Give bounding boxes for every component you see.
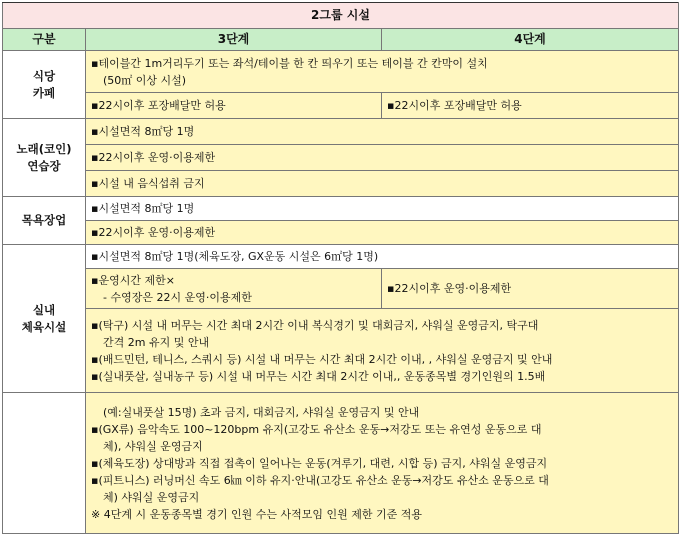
category-label: 실내: [32, 302, 56, 317]
category-label: 카페: [32, 85, 56, 100]
category-restaurant-cafe: [3, 51, 86, 119]
rule-text: 체) 샤워실 운영금지: [103, 490, 200, 504]
rule-text: 간격 2m 유지 및 안내: [103, 335, 210, 349]
rule-text: ▪(GX류) 음악속도 100~120bpm 유지(고강도 유산소 운동→저강도 또는 유연성 운동으로 대: [91, 422, 542, 436]
rule-text: (예:실내풋살 15명) 초과 금지, 대회금지, 샤워실 운영금지 및 안내: [103, 405, 420, 419]
rule-cell: [86, 393, 679, 534]
rule-cell: ▪시설 내 음식섭취 금지: [86, 171, 679, 197]
rule-text: ▪(탁구) 시설 내 머무는 시간 최대 2시간 이내 복식경기 및 대회금지, 샤워실 운영금지, 탁구대: [91, 318, 539, 332]
header-stage-3: 3단계: [86, 29, 382, 51]
rule-cell-stage-3: [86, 269, 382, 309]
rule-cell: ▪시설면적 8㎡당 1명: [86, 119, 679, 145]
rule-text: ▪(피트니스) 러닝머신 속도 6㎞ 이하 유지·안내(고강도 유산소 운동→저강도 유산소 운동으로 대: [91, 473, 549, 487]
rule-text: ▪운영시간 제한×: [91, 273, 175, 287]
rule-cell: ▪시설면적 8㎡당 1명(체육도장, GX운동 시설은 6㎡당 1명): [86, 245, 679, 269]
rule-cell: ▪22시이후 운영·이용제한: [86, 145, 679, 171]
rule-text: ▪(실내풋살, 실내농구 등) 시설 내 머무는 시간 최대 2시간 이내,, 운동종목별 경기인원의 1.5배: [91, 369, 546, 383]
rule-text: (50㎡ 이상 시설): [103, 73, 187, 87]
category-karaoke: [3, 119, 86, 197]
rule-text: ▪(배드민턴, 테니스, 스쿼시 등) 시설 내 머무는 시간 최대 2시간 이내, , 샤워실 운영금지 및 안내: [91, 352, 553, 366]
category-label: 연습장: [27, 158, 61, 173]
rule-cell-stage-3: ▪22시이후 포장배달만 허용: [86, 93, 382, 119]
rule-text: 체), 샤워실 운영금지: [103, 439, 203, 453]
category-label: 노래(코인): [16, 141, 72, 156]
header-stage-4: 4단계: [382, 29, 679, 51]
facility-rules-table: [2, 2, 679, 534]
rule-cell-stage-4: ▪22시이후 포장배달만 허용: [382, 93, 679, 119]
category-indoor-sports: [3, 245, 86, 393]
rule-cell: [86, 51, 679, 93]
category-label: 체육시설: [21, 319, 67, 334]
category-label: 식당: [32, 68, 56, 83]
rule-text: ▪테이블간 1m거리두기 또는 좌석/테이블 한 칸 띄우기 또는 테이블 간 칸막이 설치: [91, 56, 488, 70]
category-bathhouse: 목욕장업: [3, 197, 86, 245]
rule-cell: ▪22시이후 운영·이용제한: [86, 221, 679, 245]
table-title: 2그룹 시설: [3, 3, 679, 29]
rule-cell-stage-4: ▪22시이후 운영·이용제한: [382, 269, 679, 309]
rule-text: ※ 4단계 시 운동종목별 경기 인원 수는 사적모임 인원 제한 기준 적용: [91, 507, 422, 521]
rule-cell: [86, 309, 679, 393]
rule-cell: ▪시설면적 8㎡당 1명: [86, 197, 679, 221]
rule-text: ▪(체육도장) 상대방과 직접 접촉이 일어나는 운동(겨루기, 대련, 시합 등) 금지, 샤워실 운영금지: [91, 456, 548, 470]
header-category: 구분: [3, 29, 86, 51]
rule-text: - 수영장은 22시 운영·이용제한: [103, 290, 252, 304]
category-continued: [3, 393, 86, 534]
